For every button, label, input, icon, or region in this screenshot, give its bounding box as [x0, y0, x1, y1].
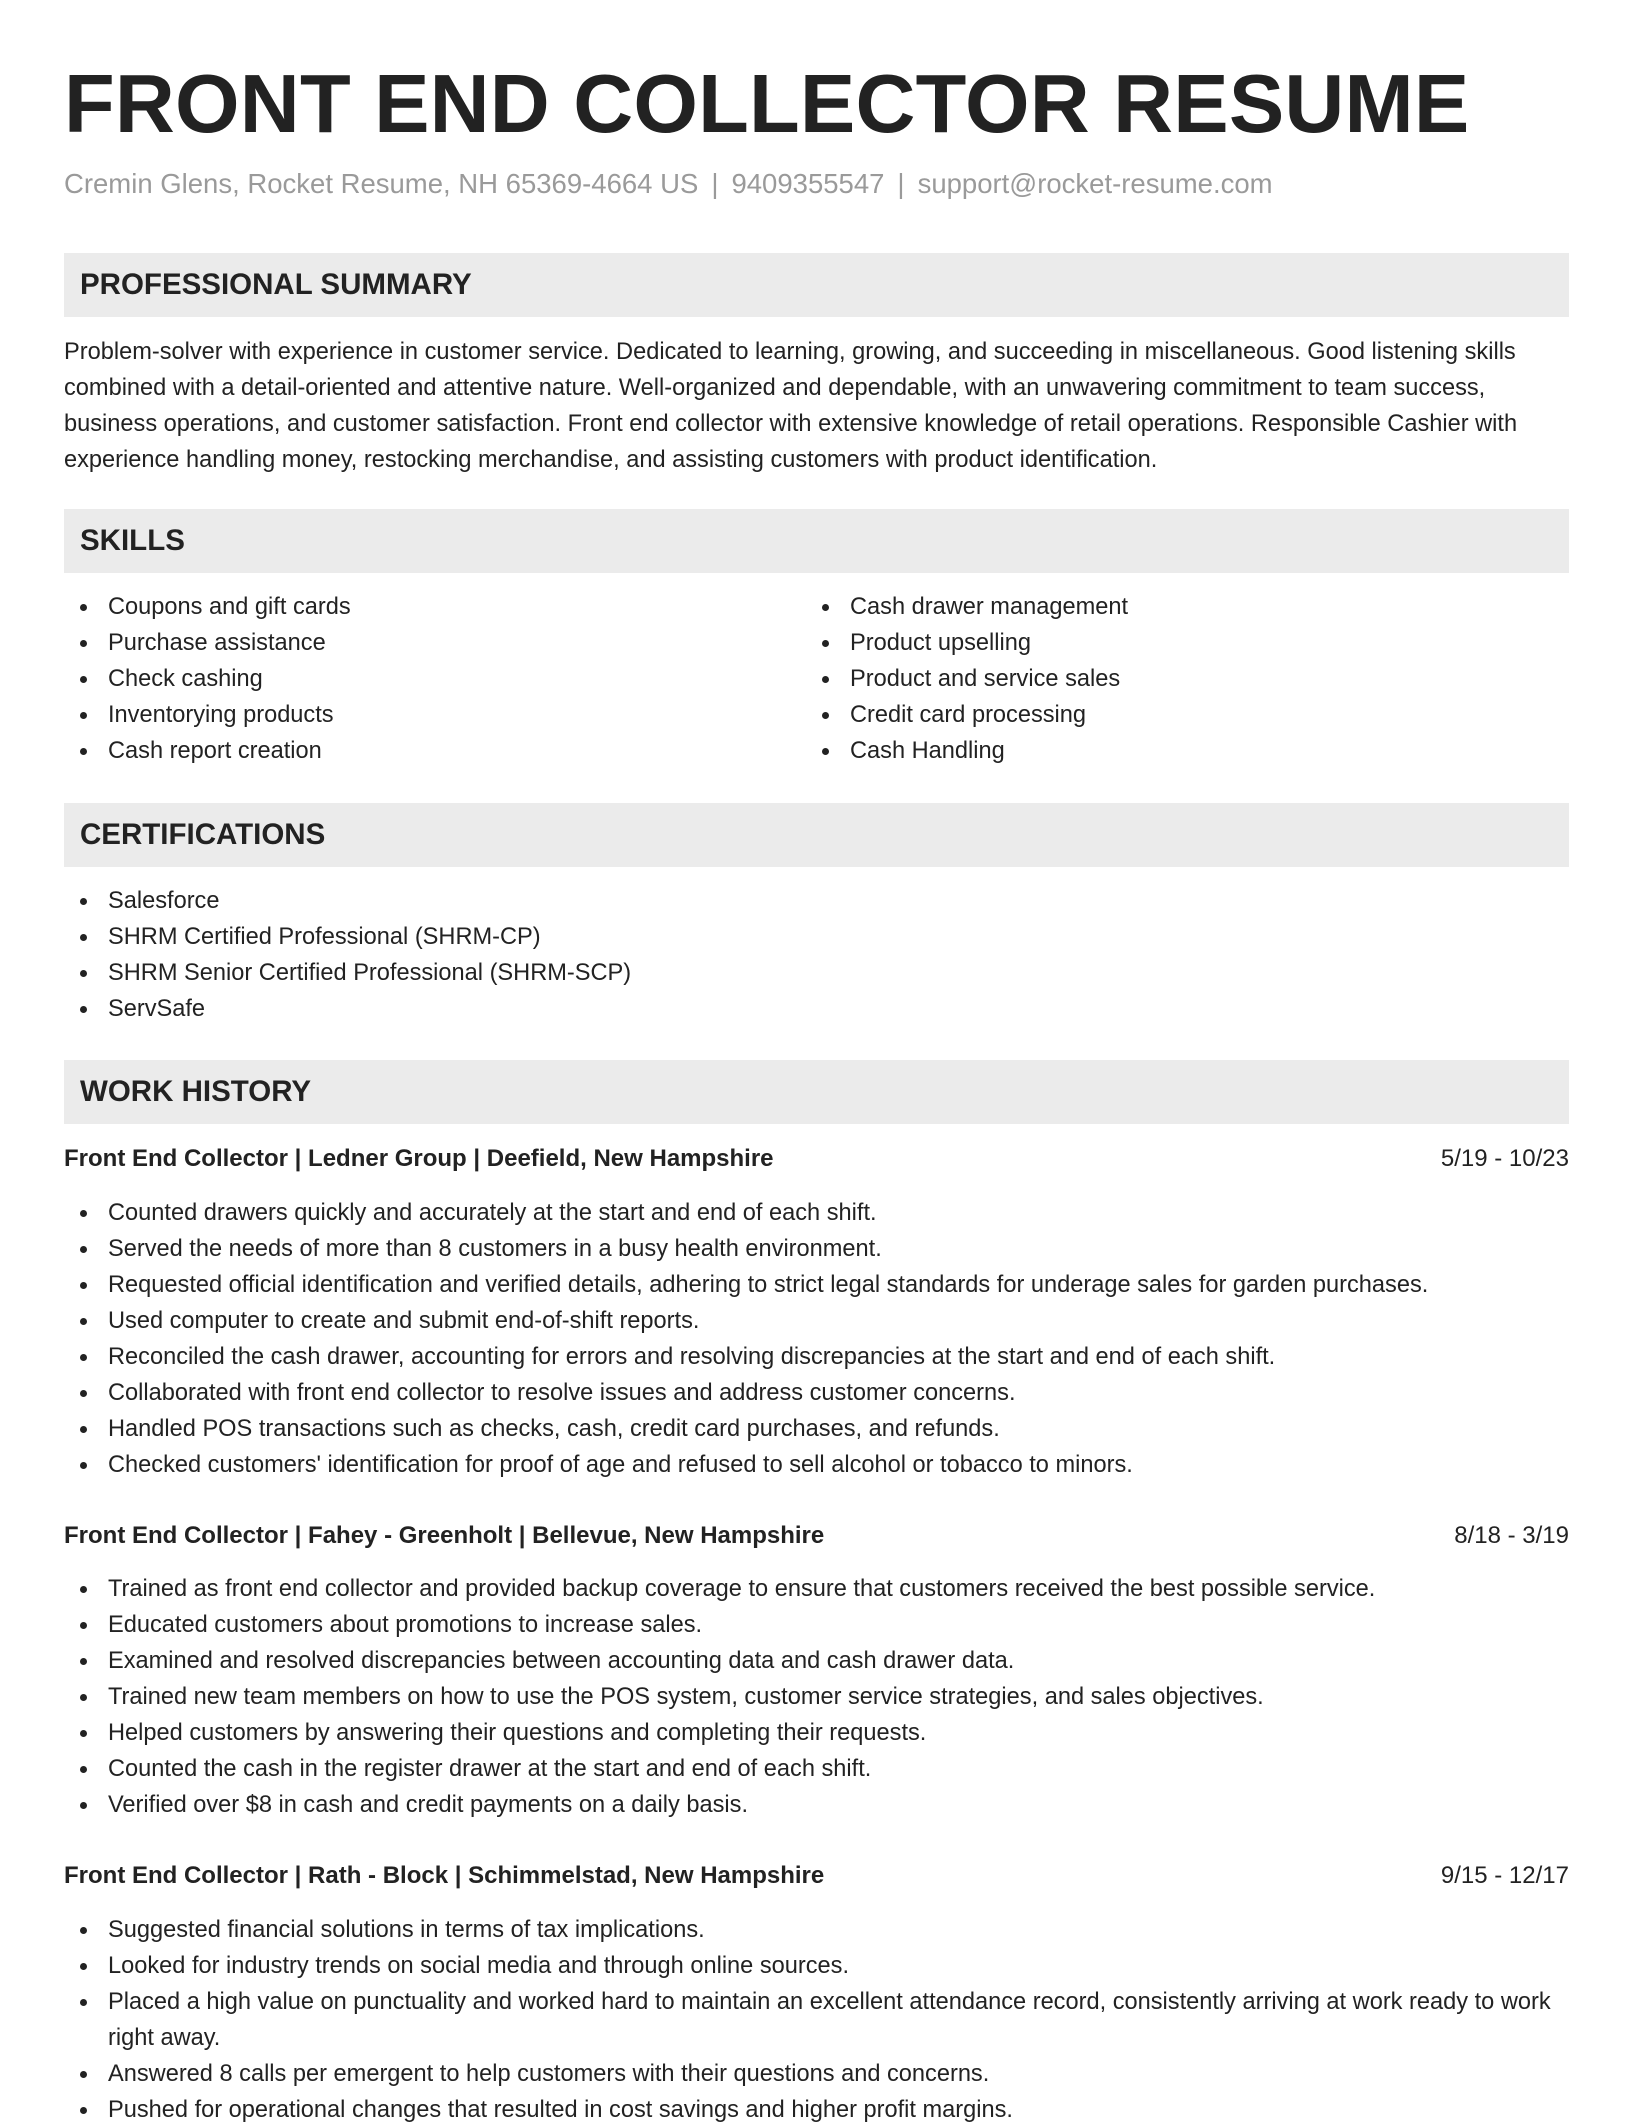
- job-bullet: Requested official identification and verified details, adhering to strict legal standards for underage sales for garden purchases.: [64, 1267, 1569, 1303]
- job-bullet: Handled POS transactions such as checks, cash, credit card purchases, and refunds.: [64, 1411, 1569, 1447]
- job-dates: 5/19 - 10/23: [1440, 1145, 1569, 1172]
- job-bullets: [64, 1571, 1569, 1823]
- job-dates: 9/15 - 12/17: [1440, 1862, 1569, 1889]
- job-bullet: Counted the cash in the register drawer at the start and end of each shift.: [64, 1751, 1569, 1787]
- certification-item: SHRM Certified Professional (SHRM-CP): [64, 919, 1569, 955]
- section-header-work-history: WORK HISTORY: [64, 1060, 1569, 1124]
- job-bullet: Counted drawers quickly and accurately at the start and end of each shift.: [64, 1195, 1569, 1231]
- job-bullet: Placed a high value on punctuality and worked hard to maintain an excellent attendance record, consistently arriving at work ready to work right away.: [64, 1984, 1569, 2056]
- skill-item: Credit card processing: [806, 697, 1566, 733]
- job-bullet: Trained as front end collector and provided backup coverage to ensure that customers received the best possible service.: [64, 1571, 1569, 1607]
- skills-list-left: [64, 589, 764, 769]
- skill-item: Check cashing: [64, 661, 764, 697]
- contact-phone: 9409355547: [731, 168, 885, 199]
- job-title: Front End Collector | Fahey - Greenholt | Bellevue, New Hampshire: [64, 1522, 825, 1549]
- skill-item: Product and service sales: [806, 661, 1566, 697]
- job-bullets: [64, 1912, 1569, 2128]
- resume-title: FRONT END COLLECTOR RESUME: [64, 57, 1470, 150]
- certification-item: ServSafe: [64, 991, 1569, 1027]
- job-bullet: Helped customers by answering their questions and completing their requests.: [64, 1715, 1569, 1751]
- job-bullet: Checked customers' identification for proof of age and refused to sell alcohol or tobacco to minors.: [64, 1447, 1569, 1483]
- skill-item: Cash drawer management: [806, 589, 1566, 625]
- skill-item: Inventorying products: [64, 697, 764, 733]
- job-bullet: Reconciled the cash drawer, accounting for errors and resolving discrepancies at the start and end of each shift.: [64, 1339, 1569, 1375]
- job-bullet: Educated customers about promotions to increase sales.: [64, 1607, 1569, 1643]
- job-bullet: Looked for industry trends on social media and through online sources.: [64, 1948, 1569, 1984]
- contact-address: Cremin Glens, Rocket Resume, NH 65369-4664 US: [64, 168, 699, 199]
- certification-item: SHRM Senior Certified Professional (SHRM-SCP): [64, 955, 1569, 991]
- job-bullet: Served the needs of more than 8 customers in a busy health environment.: [64, 1231, 1569, 1267]
- job-bullet: Suggested financial solutions in terms of tax implications.: [64, 1912, 1569, 1948]
- contact-email: support@rocket-resume.com: [917, 168, 1273, 199]
- section-header-certifications: CERTIFICATIONS: [64, 803, 1569, 867]
- contact-separator: |: [711, 168, 719, 199]
- job-bullet: Pushed for operational changes that resulted in cost savings and higher profit margins.: [64, 2092, 1569, 2128]
- section-header-professional-summary: PROFESSIONAL SUMMARY: [64, 253, 1569, 317]
- job-bullet: Verified over $8 in cash and credit payments on a daily basis.: [64, 1787, 1569, 1823]
- section-header-skills: SKILLS: [64, 509, 1569, 573]
- contact-line: [64, 166, 1273, 202]
- job-title: Front End Collector | Rath - Block | Schimmelstad, New Hampshire: [64, 1862, 825, 1889]
- certification-item: Salesforce: [64, 883, 1569, 919]
- summary-text: Problem-solver with experience in customer service. Dedicated to learning, growing, and succeeding in miscellaneous. Good listening skills combined with a detail-oriented and attentive nature. Well-organized and dependable, with an unwavering commitment to team success, business operations, and customer satisfaction. Front end collector with extensive knowledge of retail operations. Responsible Cashier with experience handling money, restocking merchandise, and assisting customers with product identification.: [64, 339, 1518, 473]
- contact-separator: |: [897, 168, 905, 199]
- skill-item: Cash Handling: [806, 733, 1566, 769]
- job-bullets: [64, 1195, 1569, 1483]
- job-bullet: Answered 8 calls per emergent to help customers with their questions and concerns.: [64, 2056, 1569, 2092]
- skills-list-right: [806, 589, 1566, 769]
- certifications-list: [64, 883, 1569, 1027]
- job-title: Front End Collector | Ledner Group | Deefield, New Hampshire: [64, 1145, 774, 1172]
- job-bullet: Examined and resolved discrepancies between accounting data and cash drawer data.: [64, 1643, 1569, 1679]
- job-bullet: Collaborated with front end collector to resolve issues and address customer concerns.: [64, 1375, 1569, 1411]
- job-bullet: Used computer to create and submit end-of-shift reports.: [64, 1303, 1569, 1339]
- skill-item: Purchase assistance: [64, 625, 764, 661]
- skill-item: Product upselling: [806, 625, 1566, 661]
- job-dates: 8/18 - 3/19: [1454, 1522, 1569, 1549]
- skill-item: Cash report creation: [64, 733, 764, 769]
- skill-item: Coupons and gift cards: [64, 589, 764, 625]
- job-bullet: Trained new team members on how to use the POS system, customer service strategies, and sales objectives.: [64, 1679, 1569, 1715]
